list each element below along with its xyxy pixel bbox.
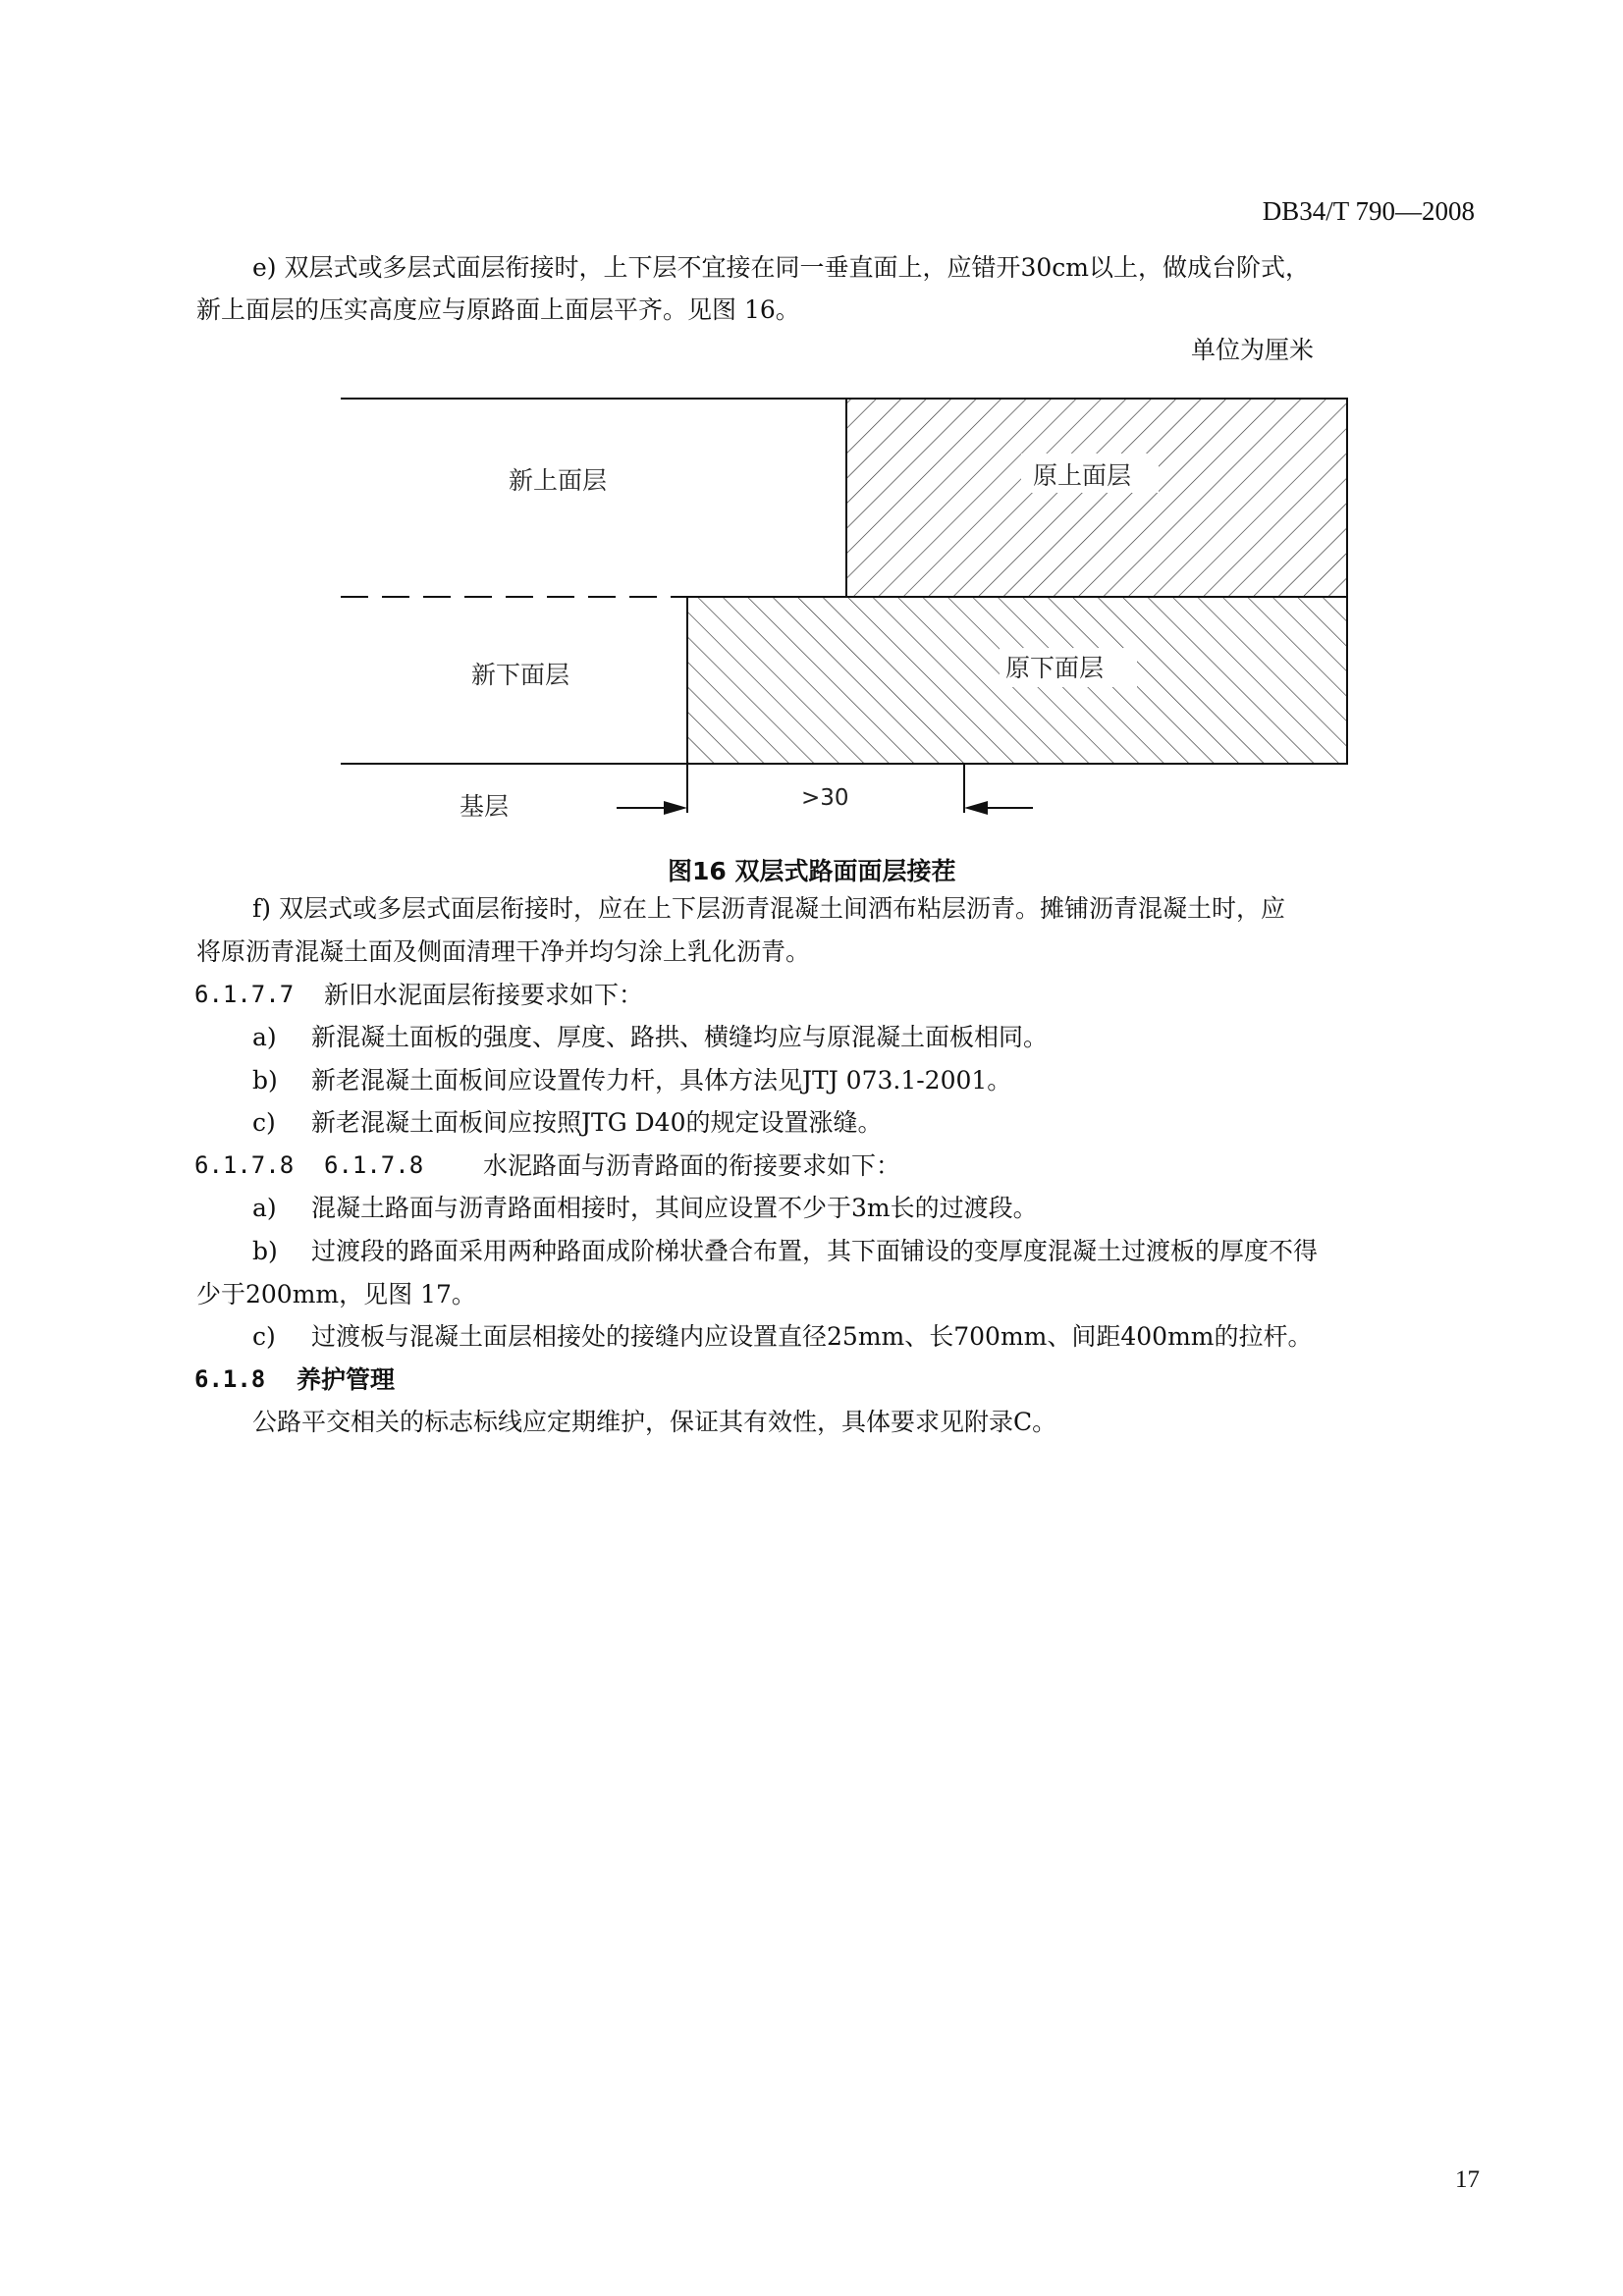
section-6177-item-a-text: 新混凝土面板的强度、厚度、路拱、横缝均应与原混凝土面板相同。 xyxy=(311,1023,1049,1051)
section-6177-item-c-label: c) xyxy=(252,1108,276,1137)
section-6177-item-b-text: 新老混凝土面板间应设置传力杆，具体方法见JTJ 073.1-2001。 xyxy=(311,1066,1012,1095)
section-6177-item-c-text: 新老混凝土面板间应按照JTG D40的规定设置涨缝。 xyxy=(311,1108,883,1137)
label-new-lower: 新下面层 xyxy=(471,661,570,689)
section-6177-number: 6.1.7.7 xyxy=(194,981,295,1008)
section-6178-item-c-label: c) xyxy=(252,1322,276,1351)
section-6178-item-c-text: 过渡板与混凝土面层相接处的接缝内应设置直径25mm、长700mm、间距400mm的拉杆。 xyxy=(311,1322,1313,1351)
section-6178-item-b-label: b) xyxy=(252,1237,278,1265)
section-6178-item-b-line2: 少于200mm，见图 17。 xyxy=(196,1280,476,1308)
section-6177-title: 新旧水泥面层衔接要求如下： xyxy=(324,981,644,1009)
para-e-line2: 新上面层的压实高度应与原路面上面层平齐。见图 16。 xyxy=(196,295,800,324)
para-e-line1: e) 双层式或多层式面层衔接时，上下层不宜接在同一垂直面上，应错开30cm以上，做成台阶式， xyxy=(252,253,1311,282)
section-618-number: 6.1.8 xyxy=(194,1365,266,1393)
unit-note: 单位为厘米 xyxy=(1191,336,1315,364)
section-618-title: 养护管理 xyxy=(297,1365,396,1394)
section-6178-repeat-number: 6.1.7.8 xyxy=(324,1151,424,1179)
section-618-body: 公路平交相关的标志标线应定期维护，保证其有效性，具体要求见附录C。 xyxy=(252,1408,1057,1436)
old-upper-layer xyxy=(846,399,1347,597)
label-base: 基层 xyxy=(460,792,510,821)
label-old-lower: 原下面层 xyxy=(1005,654,1105,682)
section-6178-item-a-text: 混凝土路面与沥青路面相接时，其间应设置不少于3m长的过渡段。 xyxy=(311,1194,1038,1222)
dim-arrow-right-head xyxy=(964,801,988,815)
figure-16-caption: 图16 双层式路面面层接茬 xyxy=(668,857,956,885)
page-number: 17 xyxy=(1455,2166,1480,2193)
figure-16-diagram xyxy=(324,383,1365,834)
section-6178-number: 6.1.7.8 xyxy=(194,1151,295,1179)
section-6178-title: 水泥路面与沥青路面的衔接要求如下： xyxy=(483,1151,901,1180)
section-6177-item-a-label: a) xyxy=(252,1023,277,1051)
section-6177-item-b-label: b) xyxy=(252,1066,278,1095)
label-old-upper: 原上面层 xyxy=(1033,461,1132,490)
para-f-line1: f) 双层式或多层式面层衔接时，应在上下层沥青混凝土间洒布粘层沥青。摊铺沥青混凝土时，应 xyxy=(252,894,1285,923)
dim-arrow-left-head xyxy=(664,801,687,815)
section-6178-item-a-label: a) xyxy=(252,1194,277,1222)
para-f-line2: 将原沥青混凝土面及侧面清理干净并均匀涂上乳化沥青。 xyxy=(196,937,811,966)
standard-number: DB34/T 790—2008 xyxy=(1262,196,1475,226)
section-6178-item-b-line1: 过渡段的路面采用两种路面成阶梯状叠合布置，其下面铺设的变厚度混凝土过渡板的厚度不得 xyxy=(311,1237,1319,1265)
label-offset: >30 xyxy=(801,785,849,811)
label-new-upper: 新上面层 xyxy=(509,466,608,495)
